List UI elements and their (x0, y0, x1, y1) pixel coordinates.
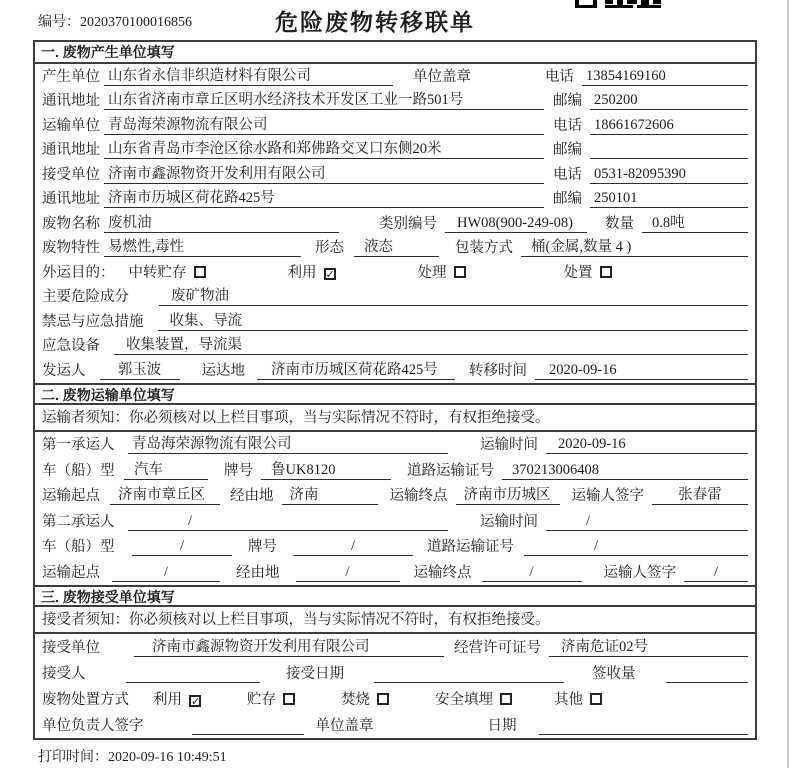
emergency-equipment-label: 应急设备 (42, 338, 100, 354)
print-time (33, 740, 757, 766)
consignor-field: 郭玉波 (100, 358, 180, 380)
producer-zip-field: 250200 (590, 92, 748, 110)
receiver-address-row (35, 187, 755, 212)
route-start-field: 济南市章丘区 (110, 483, 220, 505)
checkbox-storage (194, 266, 206, 278)
disposal-option-storage (247, 688, 295, 709)
plate-number-label: 牌号 (224, 462, 253, 479)
waste-transfer-manifest (33, 0, 757, 766)
phone-label: 电话 (553, 117, 582, 134)
carrier-sign-label: 运输人签字 (603, 564, 676, 581)
vehicle1-row (35, 457, 755, 483)
checkbox-dispose (600, 266, 612, 278)
waste-name-field: 废机油 (104, 211, 339, 233)
road-license-field: / (524, 538, 748, 556)
checkbox-other (590, 693, 602, 705)
accept-date-field (374, 682, 564, 683)
route2-row (35, 559, 755, 585)
emergency-measures-row (35, 309, 755, 334)
business-license-label: 经营许可证号 (454, 639, 541, 656)
consignor-label: 发运人 (42, 362, 86, 379)
producer-phone-field: 13854169160 (582, 68, 748, 86)
plate-number-label: 牌号 (248, 539, 277, 555)
waste-character-row (35, 236, 755, 261)
print-time-value: 2020-09-16 10:49:51 (108, 749, 227, 765)
transporter-phone-field: 18661672606 (590, 117, 748, 135)
purpose-option-utilize (288, 261, 336, 282)
option-label: 处理 (417, 264, 447, 281)
quantity-field: 0.8吨 (642, 211, 748, 233)
plate-number-field: 鲁UK8120 (261, 458, 391, 480)
producer-value-field: 山东省永信非织造材料有限公司 (104, 64, 393, 86)
route1-row (35, 483, 755, 509)
waste-character-label: 废物特性 (42, 240, 100, 256)
accept-unit-label: 接受单位 (42, 639, 100, 656)
transfer-time-label: 转移时间 (469, 362, 527, 379)
route-via-label: 经由地 (236, 564, 280, 581)
transporter-notice: 运输者须知：你必须核对以上栏目事项，当与实际情况不符时，有权拒绝接受。 (35, 405, 755, 432)
unit-seal-label: 单位盖章 (413, 68, 471, 85)
section3-header: 三. 废物接受单位填写 (35, 585, 755, 607)
first-carrier-field: 青岛海荣源物流有限公司 (128, 432, 448, 454)
form-field: 液态 (354, 235, 439, 257)
producer-label: 产生单位 (42, 68, 100, 85)
road-license-label: 道路运输证号 (427, 539, 514, 555)
route-end-label: 运输终点 (413, 564, 472, 581)
transport-time-label: 运输时间 (480, 437, 538, 453)
emergency-measures-label: 禁忌与应急措施 (42, 313, 144, 330)
emergency-measures-field: 收集、导流 (158, 309, 749, 331)
date-field (539, 734, 749, 735)
disposal-method-row (35, 686, 755, 712)
category-code-field: HW08(900-249-08) (445, 215, 587, 233)
route-via-field: 济南 (282, 483, 378, 505)
zip-label: 邮编 (553, 191, 582, 207)
disposal-method-label: 废物处置方式 (42, 691, 129, 708)
receiver-address-field: 济南市历城区荷花路425号 (104, 186, 544, 208)
section2-header: 二. 废物运输单位填写 (35, 383, 755, 405)
acceptor-field (126, 682, 260, 683)
hazard-component-label: 主要危险成分 (42, 289, 129, 305)
route-end-label: 运输终点 (389, 488, 448, 504)
packing-field: 桶(金属,数量 4 ) (521, 235, 748, 257)
disposal-option-incinerate (341, 688, 389, 709)
packing-label: 包装方式 (455, 240, 513, 256)
hazard-component-row (35, 285, 755, 310)
second-carrier-label: 第二承运人 (42, 513, 115, 530)
vehicle-type-field: 汽车 (124, 458, 208, 480)
section1-header: 一. 废物产生单位填写 (35, 42, 755, 64)
checkbox-incinerate (377, 693, 389, 705)
checkbox-landfill (500, 693, 512, 705)
road-license-field: 370213006408 (502, 462, 748, 480)
manifest-form (33, 40, 757, 740)
consignor-row (35, 358, 755, 383)
acceptor-label: 接受人 (42, 665, 86, 682)
signed-quantity-label: 签收量 (592, 665, 636, 682)
transporter-address-row (35, 138, 755, 163)
route-end-field: / (482, 564, 582, 582)
address-label: 通讯地址 (42, 142, 100, 158)
route-via-field: / (296, 564, 400, 582)
serial-value: 2020370100016856 (80, 15, 192, 30)
destination-field: 济南市历城区荷花路425号 (257, 358, 455, 380)
route-start-label: 运输起点 (42, 488, 100, 504)
address-label: 通讯地址 (42, 191, 100, 207)
vehicle-type-label: 车（船）型 (42, 539, 115, 555)
document-header (33, 0, 757, 40)
business-license-field: 济南危证02号 (549, 635, 748, 657)
producer-address-row (35, 89, 755, 114)
checkbox-storage (283, 693, 295, 705)
checkbox-utilize-checked: ✓ (191, 694, 201, 708)
producer-address-field: 山东省济南市章丘区明水经济技术开发区工业一路501号 (104, 88, 544, 110)
accept-date-label: 接受日期 (286, 665, 344, 682)
second-carrier-field: / (128, 513, 448, 531)
unit-seal-label: 单位盖章 (315, 717, 374, 734)
route-via-label: 经由地 (230, 488, 274, 504)
quantity-label: 数量 (605, 215, 634, 232)
option-label: 利用 (287, 264, 317, 281)
transfer-time-field: 2020-09-16 (535, 362, 748, 380)
option-label: 中转贮存 (128, 264, 187, 281)
phone-label: 电话 (545, 68, 574, 85)
zip-label: 邮编 (553, 93, 582, 109)
vehicle2-row (35, 534, 755, 560)
accept-unit-row (35, 634, 755, 660)
responsible-sign-row (35, 712, 755, 738)
road-license-label: 道路运输证号 (407, 462, 494, 479)
transporter-label: 运输单位 (42, 117, 100, 134)
transporter-address-field: 山东省青岛市李沧区徐水路和郑佛路交叉口东侧20米 (104, 137, 544, 159)
receiver-label: 接受单位 (42, 166, 100, 183)
disposal-option-other (554, 688, 602, 709)
receiver-value-field: 济南市鑫源物资开发利用有限公司 (104, 162, 544, 184)
acceptor-row (35, 660, 755, 686)
receiver-phone-field: 0531-82095390 (590, 166, 748, 184)
destination-label: 运达地 (201, 362, 245, 379)
option-label: 处置 (563, 264, 593, 281)
transport-time-label: 运输时间 (480, 513, 538, 530)
transfer-purpose-row (35, 260, 755, 285)
option-label: 焚烧 (341, 691, 370, 708)
producer-row (35, 64, 755, 89)
signed-quantity-field (666, 682, 749, 683)
carrier-sign-label: 运输人签字 (571, 488, 644, 504)
option-label: 安全填埋 (435, 691, 493, 708)
receiver-zip-field: 250101 (590, 190, 748, 208)
first-carrier-row (35, 432, 755, 458)
route-start-label: 运输起点 (42, 564, 100, 581)
date-label: 日期 (487, 717, 517, 734)
emergency-equipment-field: 收集装置，导流渠 (114, 333, 748, 355)
vehicle-type-field: / (132, 538, 232, 556)
purpose-option-dispose (564, 261, 612, 282)
address-label: 通讯地址 (42, 93, 100, 109)
option-label: 利用 (153, 691, 182, 708)
receiver-row (35, 162, 755, 187)
disposal-option-utilize (153, 688, 201, 709)
print-time-label: 打印时间： (38, 749, 108, 765)
waste-name-row (35, 211, 755, 236)
route-end-field: 济南市历城区 (456, 483, 560, 505)
category-code-label: 类别编号 (379, 215, 437, 232)
option-label: 其他 (554, 691, 583, 708)
disposal-option-landfill (435, 688, 512, 709)
responsible-sign-label: 单位负责人签字 (42, 717, 144, 734)
transporter-row (35, 113, 755, 138)
form-label: 形态 (315, 240, 344, 256)
waste-character-field: 易燃性,毒性 (104, 235, 301, 257)
checkbox-utilize-checked: ✓ (325, 267, 335, 281)
receiver-notice: 接受者须知：你必须核对以上栏目事项，当与实际情况不符时，有权拒绝接受。 (35, 607, 755, 634)
plate-number-field: / (293, 538, 413, 556)
transport-time-field: / (546, 513, 748, 531)
option-label: 贮存 (247, 691, 276, 708)
serial-label: 编号： (38, 15, 80, 30)
zip-label: 邮编 (553, 142, 582, 158)
carrier-sign-field: 张春雷 (652, 483, 748, 505)
responsible-sign-field (192, 734, 304, 735)
first-carrier-label: 第一承运人 (42, 437, 115, 453)
page-edge-line (787, 0, 789, 768)
vehicle-type-label: 车（船）型 (42, 462, 115, 479)
route-start-field: / (112, 564, 220, 582)
hazard-component-field: 废矿物油 (159, 284, 748, 306)
transporter-value-field: 青岛海荣源物流有限公司 (104, 113, 544, 135)
carrier-sign-field: / (684, 564, 748, 582)
transfer-purpose-label: 外运目的： (42, 264, 115, 281)
second-carrier-row (35, 508, 755, 534)
waste-name-label: 废物名称 (42, 215, 100, 232)
transporter-zip-field (590, 158, 748, 159)
transport-time-field: 2020-09-16 (546, 436, 748, 454)
accept-unit-field: 济南市鑫源物资开发利用有限公司 (134, 635, 444, 657)
checkbox-treat (454, 266, 466, 278)
purpose-option-storage (129, 261, 206, 282)
emergency-equipment-row (35, 334, 755, 359)
phone-label: 电话 (553, 166, 582, 183)
purpose-option-treat (418, 261, 466, 282)
page-title: 危险废物转移联单 (275, 9, 475, 35)
